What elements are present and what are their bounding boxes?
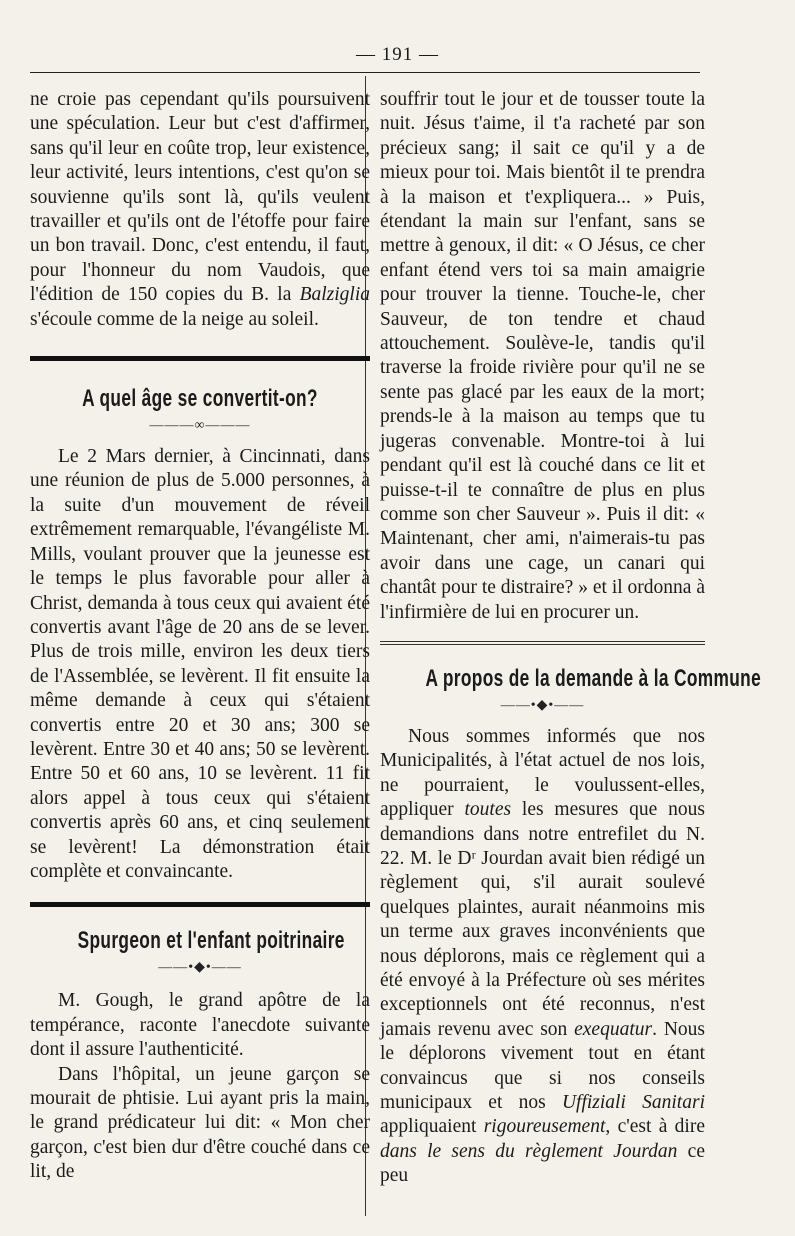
section-title-conversion-age: A quel âge se convertit-on? — [82, 385, 318, 413]
intro-italic: Balziglia — [299, 284, 370, 306]
spurgeon-paragraph-2: Dans l'hôpital, un jeune garçon se mourait de phtisie. Lui ayant pris la main, le grand prédicateur lui dit: « Mon cher garçon, c'est bien dur d'être couché dans ce lit, de — [30, 1063, 370, 1183]
right-column — [380, 88, 762, 1189]
commune-italic: Uffiziali Sanitari — [561, 1092, 705, 1114]
section-title-spurgeon: Spurgeon et l'enfant poitrinaire — [77, 927, 345, 955]
conversion-age-paragraph: Le 2 Mars dernier, à Cincinnati, dans une réunion de plus de 5.000 personnes, à la suite d'un mouvement de réveil extrêmement remarquable, l'évangéliste M. Mills, voulant prouver que la jeunesse est le temps le plus favorable pour aller à Christ, demanda à tous ceux qui avaient été convertis avant l'âge de 20 ans de se lever. Plus de trois mille, environ les deux tiers de l'Assemblée, se levèrent. Il fit ensuite la même demande à ceux qui s'étaient convertis entre 20 et 30 ans; 300 se levèrent. Entre 30 et 40 ans; 50 se levèrent. Entre 50 et 60 ans, 10 se levèrent. 11 fit alors appel à tous ceux qui s'étaient convertis après 60 ans, et cinq seulement se levèrent! La démonstration était complète et convaincante. — [30, 446, 370, 882]
commune-text: appliquaient — [380, 1116, 484, 1138]
commune-text: ce peu — [380, 1140, 705, 1187]
commune-text: Nous sommes informés que nos Municipalités, à l'état actuel de nos lois, ne pourraient, le voulussent-elles, appliquer — [380, 725, 705, 821]
spurgeon-continued-paragraph: souffrir tout le jour et de tousser toute la nuit. Jésus t'aime, il t'a racheté par son précieux sang; il sait ce qu'il y a de mieux pour toi. Mais bientôt il te prendra à la maison et t'expliquera... » Puis, étendant la main sur l'enfant, sans se mettre à genoux, il dit: « O Jésus, ce cher enfant étend vers toi sa main amaigrie pour trouver la tienne. Touche-le, cher Sauveur, de ton tendre et chaud attouchement. Soulève-le, tandis qu'il traverse la froide rivière pour qu'il ne se sente pas glacé par les eaux de la mort; prends-le à la maison au temps que tu jugeras convenable. Montre-toi à lui pendant qu'il est là couché dans ce lit et puisse-t-il te connaître de plus en plus comme son cher Sauveur ». Puis il dit: « Maintenant, cher ami, n'aimerais-tu pas avoir dans une cage, un canari qui chantât pour te distraire? » et il ordonna à l'infirmière de lui en procurer un. — [380, 89, 705, 623]
left-column — [30, 88, 370, 1185]
commune-text: les mesures que nous demandions dans notre entrefilet du N. 22. M. le Dʳ Jourdan avait bien rédigé un règlement qui, s'il aurait soulevé quelques plaintes, aurait néanmoins mis un terme aux graves inconvénients que nous déplorons, mais ce règlement qui a été envoyé à la Préfecture où ses mérites exceptionnels ont été reconnus, n'est jamais revenu avec son — [380, 799, 705, 1040]
header-rule — [30, 72, 700, 73]
intro-text-end: s'écoule comme de la neige au soleil. — [30, 308, 319, 330]
section-ornament: ——•◆•—— — [158, 960, 242, 976]
section-title-commune: A propos de la demande à la Commune — [425, 664, 762, 692]
section-ornament: ——•◆•—— — [500, 697, 585, 713]
commune-text: , c'est à dire — [605, 1116, 705, 1138]
intro-text: ne croie pas cependant qu'ils poursuivent une spéculation. Leur but c'est d'affirmer, sans qu'il leur en coûte trop, leur existence, leur activité, leurs intentions, c'est qu'on se souvienne qu'ils sont là, qu'ils veulent travailler et qu'ils ont de l'étoffe pour faire un bon travail. Donc, c'est entendu, il faut, pour l'honneur du nom Vaudois, que l'édition de 150 copies du B. la — [30, 89, 370, 306]
intro-paragraph — [30, 88, 370, 332]
page-number: — 191 — — [356, 44, 439, 65]
commune-italic: exequatur — [574, 1018, 653, 1040]
section-ornament: ———∞——— — [149, 418, 251, 434]
commune-text: . Nous le déplorons vivement tout en étant convaincus que si nos conseils municipaux et nos — [380, 1018, 705, 1114]
spurgeon-paragraph-1: M. Gough, le grand apôtre de la tempérance, raconte l'anecdote suivante dont il assure l'authenticité. — [30, 990, 370, 1061]
commune-paragraph — [380, 725, 705, 1189]
commune-italic: dans le sens du règlement Jourdan — [380, 1140, 678, 1162]
commune-italic: toutes — [464, 799, 512, 821]
commune-italic: rigoureusement — [483, 1116, 606, 1138]
